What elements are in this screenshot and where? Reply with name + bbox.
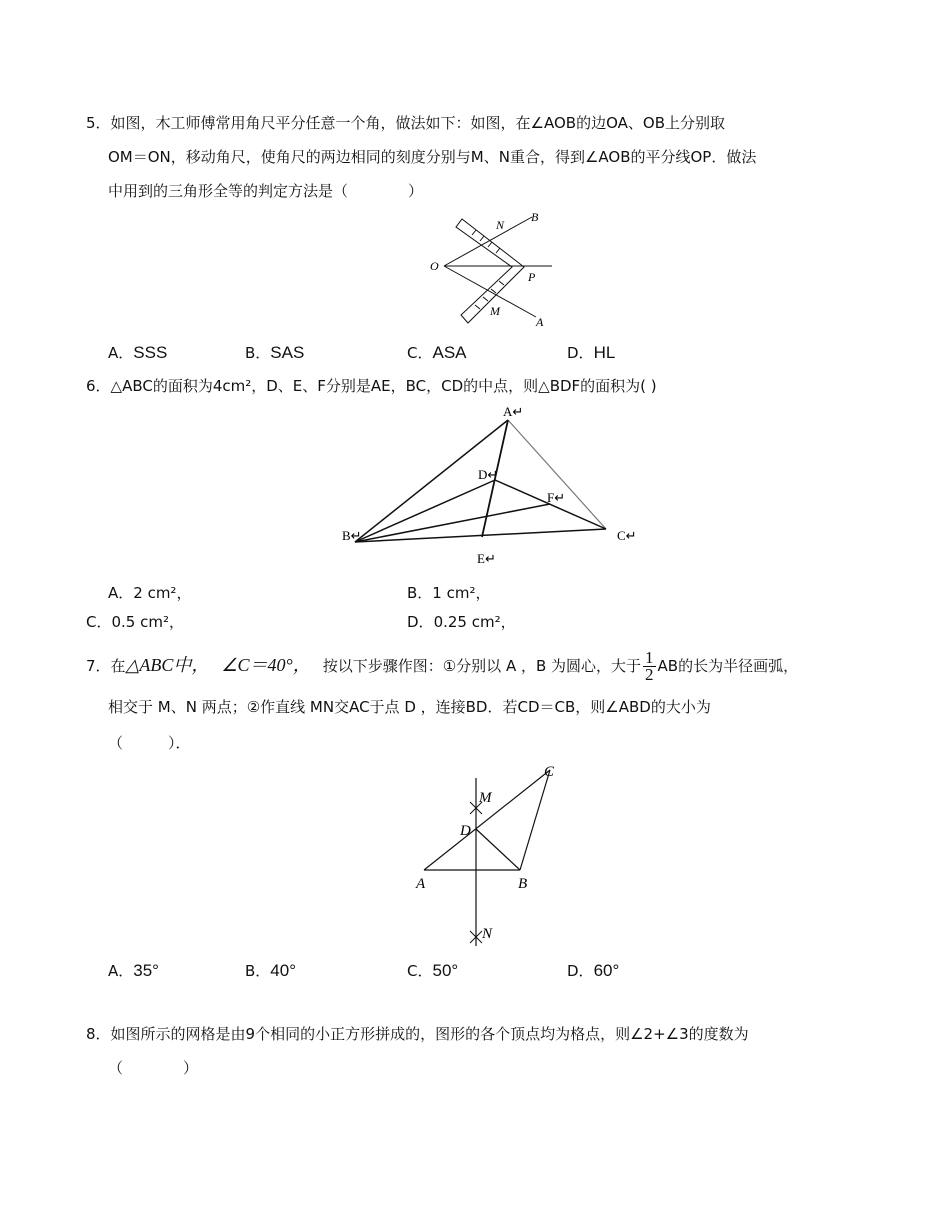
label-b: B — [518, 876, 528, 892]
q7-option-c[interactable] — [407, 960, 458, 981]
q8-line-1: 8．如图所示的网格是由9个相同的小正方形拼成的，图形的各个顶点均为格点，则∠2+∠3的度数为 — [86, 1025, 749, 1043]
q6-option-d[interactable] — [407, 611, 516, 632]
label-c: C↵ — [617, 528, 637, 543]
fraction-denominator: 2 — [645, 665, 654, 684]
option-key: C． — [86, 613, 112, 631]
q7-text: ∠C＝40°， — [221, 655, 311, 675]
option-key: B． — [245, 344, 271, 362]
tick — [475, 305, 480, 309]
option-key: D． — [567, 344, 594, 362]
label-p: P — [528, 270, 536, 284]
ray-ob — [444, 217, 532, 266]
label-d: D↵ — [478, 467, 499, 482]
q7-option-d[interactable] — [567, 960, 619, 981]
segment-bd — [476, 829, 520, 870]
fraction-numerator: 1 — [645, 648, 654, 667]
option-value: HL — [593, 343, 616, 362]
q6-triangle-figure — [335, 400, 655, 572]
option-key: B． — [407, 584, 433, 602]
label-a: A↵ — [503, 404, 524, 419]
option-value: 0.5 cm²， — [111, 613, 184, 631]
option-key: D． — [407, 613, 434, 631]
q5-option-a[interactable] — [108, 342, 167, 363]
label-o: O — [430, 259, 439, 273]
option-key: A． — [108, 584, 134, 602]
option-value: 35° — [133, 961, 159, 980]
label-a: A — [416, 876, 426, 892]
option-value: 1 cm²， — [432, 584, 491, 602]
side-bc — [520, 770, 550, 870]
tick — [499, 281, 504, 285]
q7-text: 7．在 — [86, 657, 126, 675]
q5-option-b[interactable] — [245, 342, 304, 363]
option-value: SSS — [133, 343, 168, 362]
label-e: E↵ — [477, 551, 496, 566]
q7-line-3: （ ）． — [108, 734, 191, 752]
side-ac — [424, 770, 550, 870]
option-value: ASA — [432, 343, 467, 362]
label-a: A — [536, 315, 544, 329]
label-d: D — [460, 823, 471, 839]
label-n: N — [496, 218, 505, 232]
segment-bd — [355, 480, 495, 542]
option-value: 0.25 cm²， — [433, 613, 516, 631]
q8-line-2: （ ） — [108, 1059, 199, 1077]
q5-line-3: 中用到的三角形全等的判定方法是（ ） — [108, 182, 424, 200]
option-key: A． — [108, 344, 134, 362]
label-f: F↵ — [547, 490, 566, 505]
tick — [480, 236, 484, 241]
label-m: M — [479, 790, 492, 806]
option-value: 60° — [593, 961, 620, 980]
q7-text: AB的长为半径画弧， — [657, 657, 799, 675]
q7-text: △ABC中， — [125, 655, 210, 675]
label-c: C — [544, 764, 555, 780]
q5-line-1: 5．如图，木工师傅常用角尺平分任意一个角，做法如下：如图，在∠AOB的边OA、OB上分别取 — [86, 114, 725, 132]
tick — [483, 297, 488, 301]
q6-option-a[interactable] — [108, 582, 191, 603]
q7-line-1 — [86, 650, 798, 683]
q5-carpenter-square-figure — [420, 205, 560, 335]
option-value: 50° — [432, 961, 459, 980]
side-ac — [508, 420, 606, 529]
option-key: C． — [407, 344, 433, 362]
q6-option-c[interactable] — [86, 611, 184, 632]
fraction-one-half — [643, 650, 656, 683]
side-bc — [355, 529, 606, 542]
q5-option-c[interactable] — [407, 342, 467, 363]
q6-option-b[interactable] — [407, 582, 490, 603]
q7-text: 按以下步骤作图：①分别以 A ，B 为圆心，大于 — [322, 657, 642, 675]
option-value: SAS — [270, 343, 305, 362]
q7-option-b[interactable] — [245, 960, 296, 981]
q5-line-2: OM＝ON，移动角尺，使角尺的两边相同的刻度分别与M、N重合，得到∠AOB的平分线OP．做法 — [108, 148, 757, 166]
label-n: N — [482, 926, 493, 942]
q6-line-1: 6．△ABC的面积为4cm²，D、E、F分别是AE，BC，CD的中点，则△BDF的面积为( ) — [86, 377, 657, 395]
option-key: C． — [407, 962, 433, 980]
label-m: M — [490, 304, 500, 318]
tick — [488, 242, 492, 247]
option-value: 40° — [270, 961, 297, 980]
label-b: B — [531, 210, 539, 224]
q7-option-a[interactable] — [108, 960, 159, 981]
label-b: B↵ — [342, 528, 362, 543]
tick — [472, 230, 476, 235]
option-value: 2 cm²， — [133, 584, 192, 602]
q7-construction-figure — [410, 760, 570, 950]
option-key: A． — [108, 962, 134, 980]
q5-option-d[interactable] — [567, 342, 615, 363]
tick — [496, 248, 500, 253]
option-key: D． — [567, 962, 594, 980]
q7-line-2: 相交于 M、N 两点；②作直线 MN交AC于点 D ，连接BD．若CD＝CB，则∠ABD的大小为 — [108, 698, 711, 716]
option-key: B． — [245, 962, 271, 980]
